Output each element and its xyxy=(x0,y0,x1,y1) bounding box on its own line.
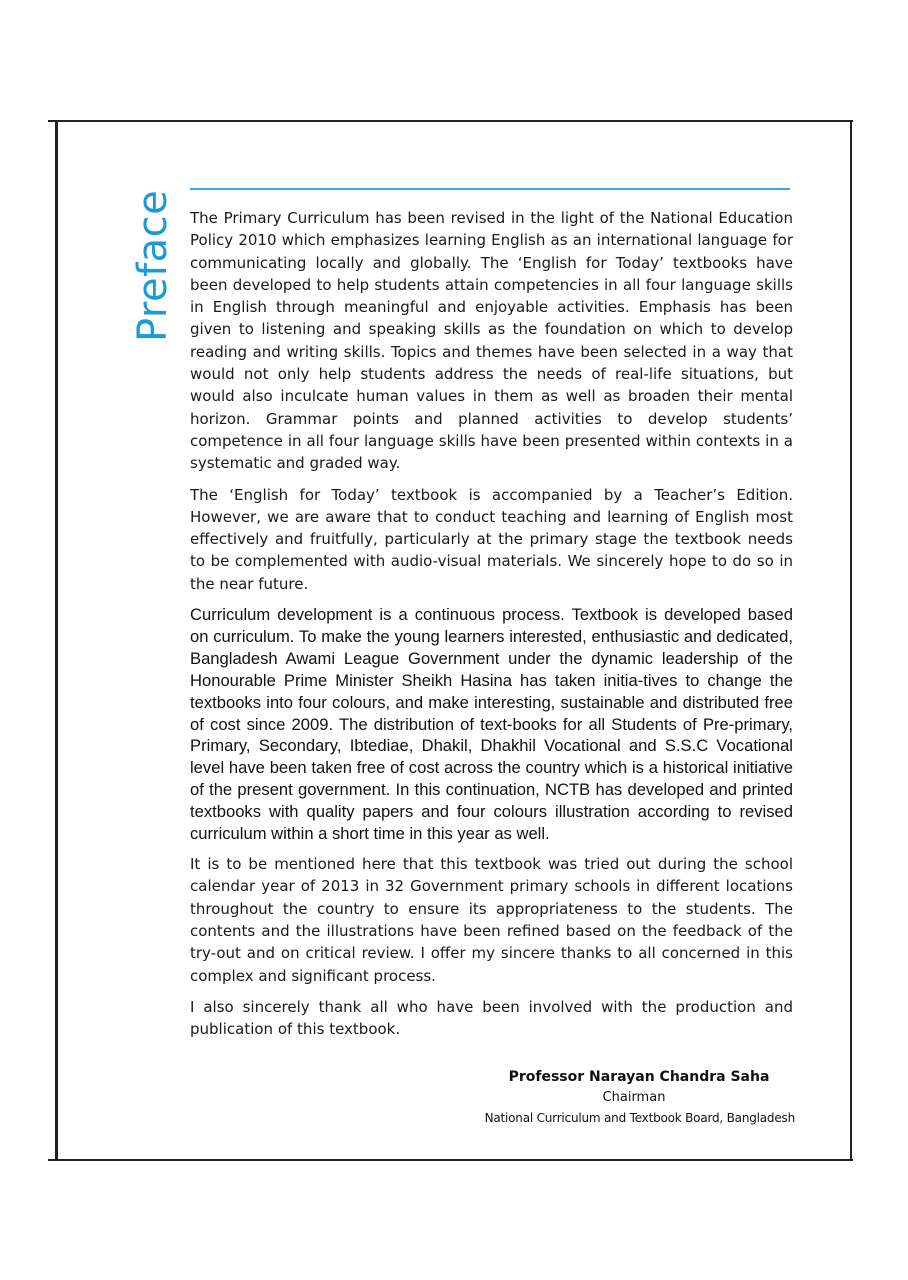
frame-bottom-border xyxy=(48,1159,853,1161)
paragraph-curriculum-revision: The Primary Curriculum has been revised in the light of the National Education Policy 2010 which emphasizes learning English as an international language for communicating locally and globally. The ‘English for Today’ textbooks have been developed to help students attain competencies in all four language skills in English through meaningful and enjoyable activities. Emphasis has been given to listening and speaking skills as the foundation on which to develop reading and writing skills. Topics and themes have been selected in a way that would not only help students address the needs of real-life situations, but would also inculcate human values in them as well as broaden their mental horizon. Grammar points and planned activities to develop students’ competence in all four language skills have been presented within contexts in a systematic and graded way. xyxy=(190,209,793,473)
frame-left-border xyxy=(55,120,58,1161)
signatory-organization: National Curriculum and Textbook Board, Bangladesh xyxy=(484,1111,795,1125)
frame-top-border xyxy=(48,120,853,122)
paragraph-thanks: I also sincerely thank all who have been involved with the production and publication of this textbook. xyxy=(190,997,793,1039)
paragraph-teachers-edition: The ‘English for Today’ textbook is accompanied by a Teacher’s Edition. However, we are aware that to conduct teaching and learning of English most effectively and fruitfully, particularly at the primary stage the textbook needs to be complemented with audio-visual materials. We sincerely hope to do so in the near future. xyxy=(190,485,793,593)
signature-block xyxy=(460,1066,798,1128)
title-rule-divider xyxy=(190,188,790,190)
signatory-role: Chairman xyxy=(602,1090,666,1105)
frame-right-border xyxy=(850,120,852,1161)
page-title-container xyxy=(130,190,178,342)
paragraph-try-out: It is to be mentioned here that this textbook was tried out during the school calendar year of 2013 in 32 Government primary schools in different locations throughout the country to ensure its appropriateness to the students. The contents and the illustrations have been refined based on the feedback of the try-out and on critical review. I offer my sincere thanks to all concerned in this complex and significant process. xyxy=(190,855,793,985)
page-title: Preface xyxy=(130,189,176,342)
paragraph-curriculum-development: Curriculum development is a continuous process. Textbook is developed based on curriculum. To make the young learners interested, enthusiastic and dedicated, Bangladesh Awami League Government under the dynamic leadership of the Honourable Prime Minister Sheikh Hasina has taken initia-tives to change the textbooks into four colours, and make interesting, sustainable and distributed free of cost since 2009. The distribution of text-books for all Students of Pre-primary, Primary, Secondary, Ibtediae, Dhakil, Dhakhil Vocational and S.S.C Vocational level have been taken free of cost across the country which is a historical initiative of the present government. In this continuation, NCTB has developed and printed textbooks with quality papers and four colours illustration according to revised curriculum within a short time in this year as well. xyxy=(190,605,793,844)
signatory-name: Professor Narayan Chandra Saha xyxy=(508,1069,770,1085)
preface-body xyxy=(190,207,793,1049)
